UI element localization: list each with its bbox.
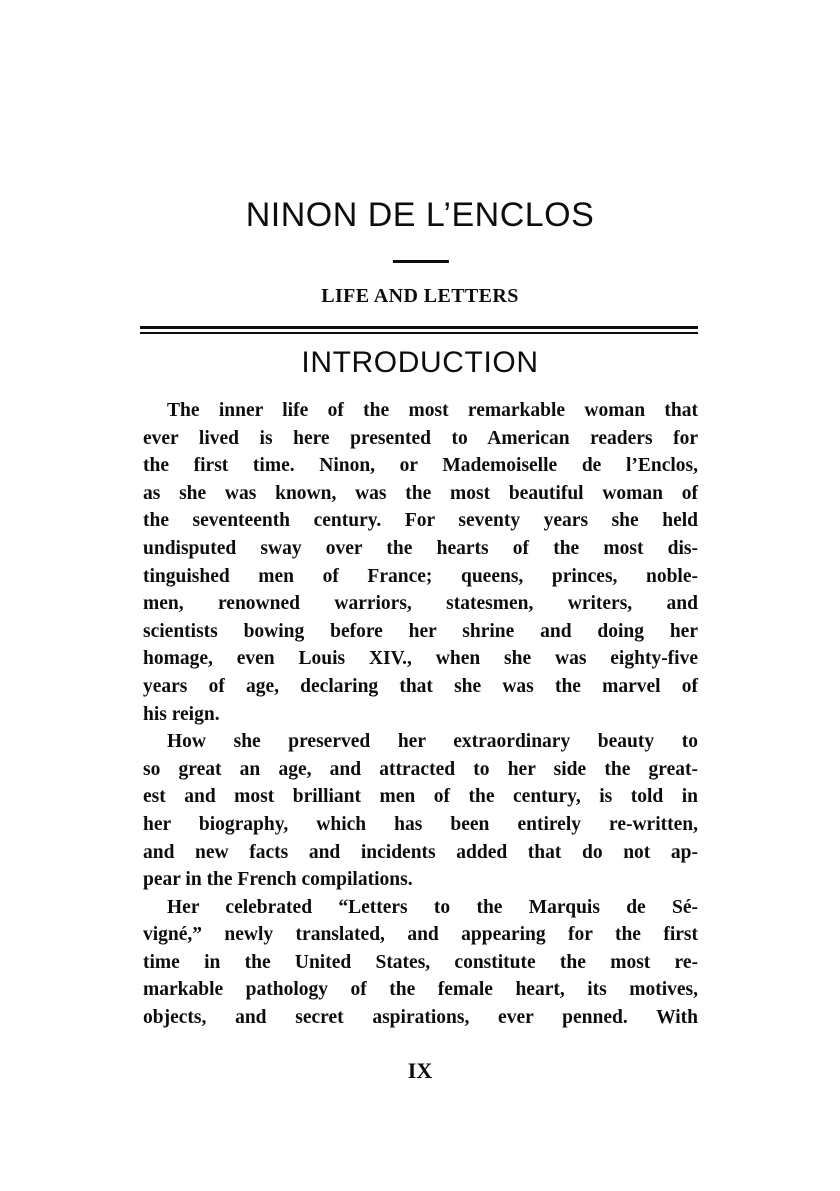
text-line: as she was known, was the most beautiful woman of	[143, 482, 698, 504]
text-line: men, renowned warriors, statesmen, writers, and	[143, 593, 698, 615]
text-line: the first time. Ninon, or Mademoiselle de l’Enclos,	[143, 455, 698, 477]
section-divider-bottom	[140, 332, 698, 334]
section-heading: INTRODUCTION	[301, 346, 539, 379]
text-line: time in the United States, constitute the most re-	[143, 951, 698, 973]
text-line: markable pathology of the female heart, its motives,	[143, 979, 698, 1001]
text-line: years of age, declaring that she was the marvel of	[143, 675, 698, 697]
text-line: Her celebrated “Letters to the Marquis de Sé-	[167, 896, 698, 918]
text-line: his reign.	[143, 703, 220, 725]
text-line: How she preserved her extraordinary beauty to	[167, 731, 698, 753]
text-line: pear in the French compilations.	[143, 869, 413, 891]
text-line: scientists bowing before her shrine and doing her	[143, 620, 698, 642]
text-line: homage, even Louis XIV., when she was eighty-five	[143, 648, 698, 670]
text-line: ever lived is here presented to American readers for	[143, 427, 698, 449]
book-subtitle: LIFE AND LETTERS	[321, 285, 519, 307]
text-line: so great an age, and attracted to her side the great-	[143, 758, 698, 780]
page-number: IX	[407, 1058, 433, 1083]
text-line: her biography, which has been entirely re-written,	[143, 813, 698, 835]
text-line: objects, and secret aspirations, ever penned. With	[143, 1007, 698, 1029]
section-divider-top	[140, 326, 698, 329]
body-text	[143, 397, 698, 1032]
text-line: and new facts and incidents added that do not ap-	[143, 841, 698, 863]
text-line: vigné,” newly translated, and appearing for the first	[143, 924, 698, 946]
text-line: undisputed sway over the hearts of the most dis-	[143, 537, 698, 559]
text-line: est and most brilliant men of the century, is told in	[143, 786, 698, 808]
text-line: The inner life of the most remarkable woman that	[167, 400, 698, 421]
text-line: the seventeenth century. For seventy years she held	[143, 510, 698, 532]
title-divider	[393, 260, 449, 263]
book-title: NINON DE L’ENCLOS	[245, 196, 595, 234]
text-line: tinguished men of France; queens, princes, noble-	[143, 565, 698, 587]
